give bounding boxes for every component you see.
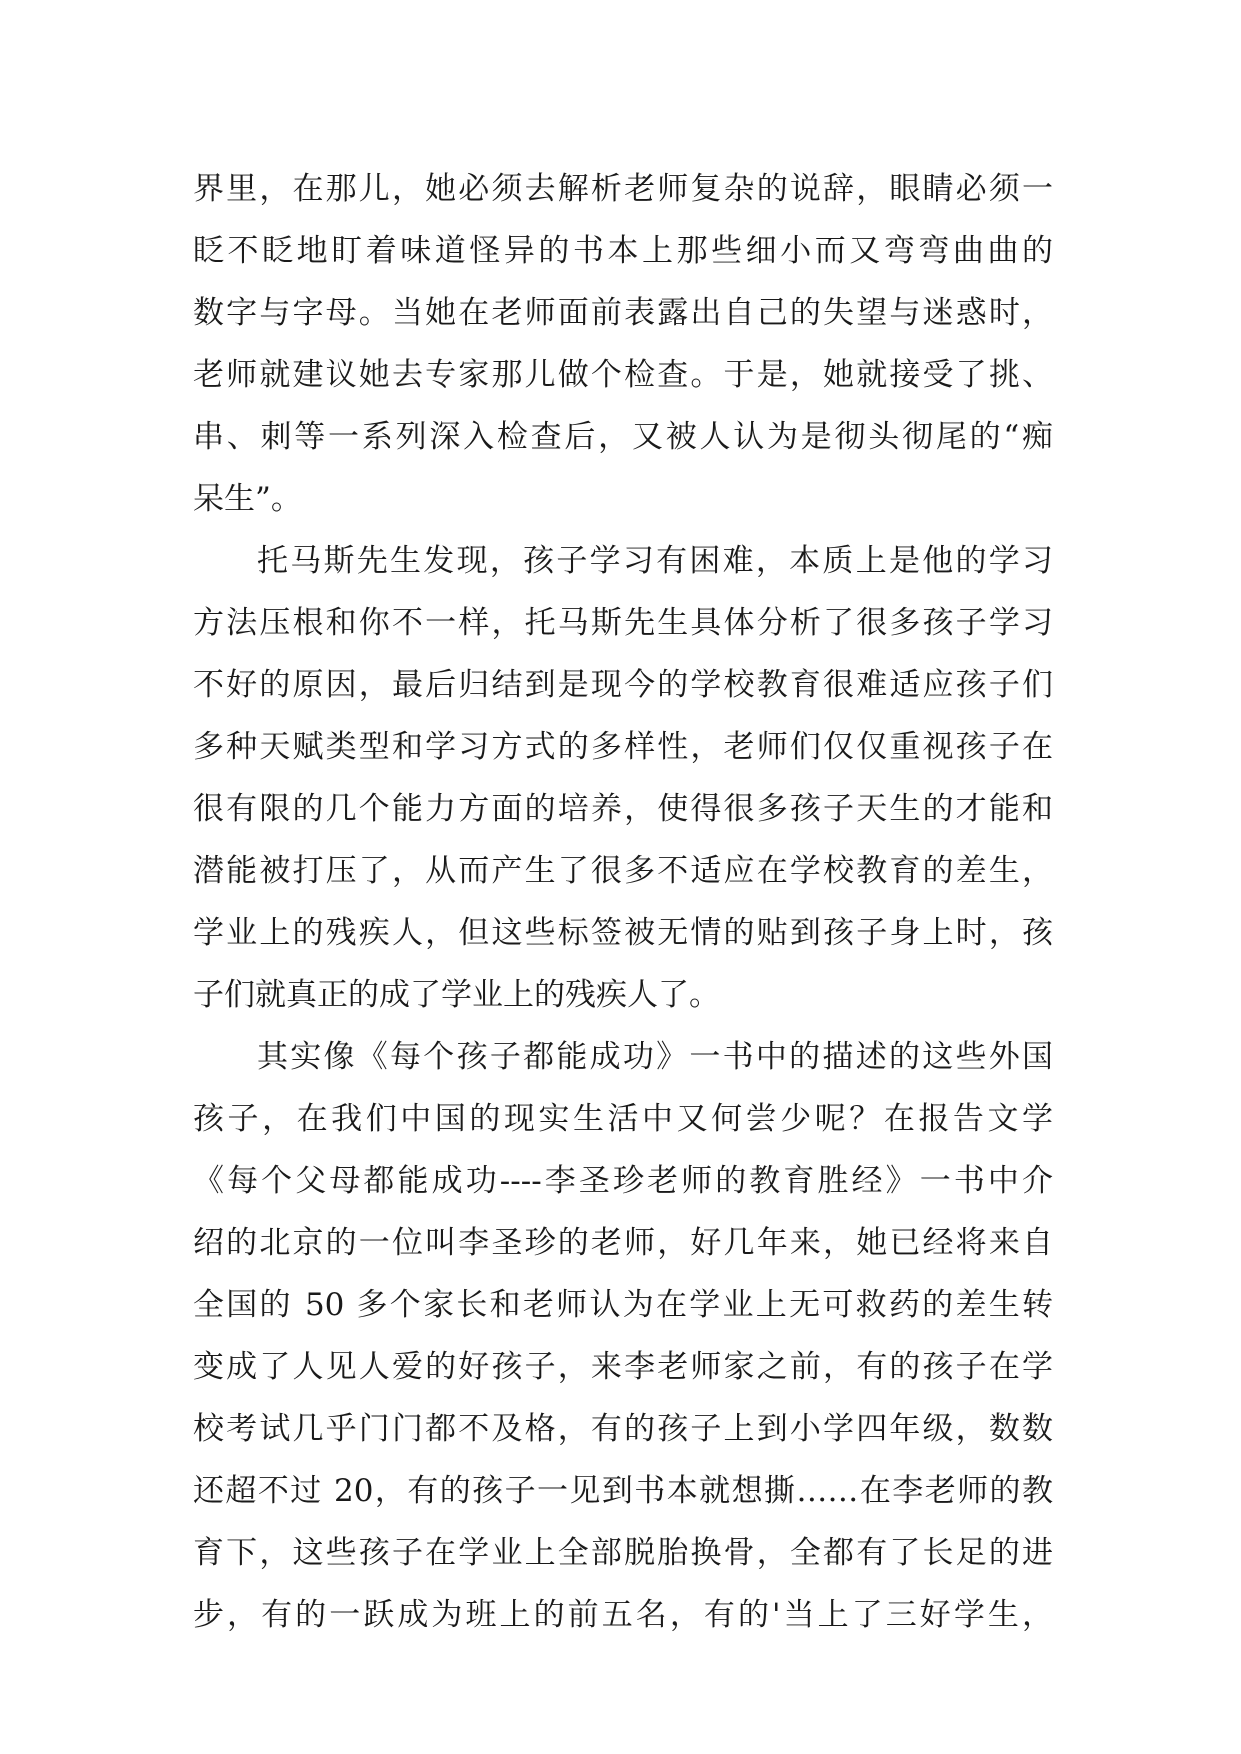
text-line: 校考试几乎门门都不及格，有的孩子上到小学四年级，数数 <box>193 1411 1053 1447</box>
text-line: 托马斯先生发现，孩子学习有困难，本质上是他的学习 <box>257 543 1053 579</box>
text-line: 多种天赋类型和学习方式的多样性，老师们仅仅重视孩子在 <box>193 729 1053 765</box>
text-line: 变成了人见人爱的好孩子，来李老师家之前，有的孩子在学 <box>193 1349 1053 1385</box>
text-line: 呆生”。 <box>193 481 302 517</box>
text-line: 眨不眨地盯着味道怪异的书本上那些细小而又弯弯曲曲的 <box>193 233 1053 269</box>
text-line: 还超不过 20，有的孩子一见到书本就想撕……在李老师的教 <box>193 1473 1053 1509</box>
text-line: 《每个父母都能成功----李圣珍老师的教育胜经》一书中介 <box>193 1163 1053 1199</box>
text-line: 步，有的一跃成为班上的前五名，有的'当上了三好学生， <box>193 1597 1053 1633</box>
paragraph-3 <box>193 1026 1053 1646</box>
text-line: 串、刺等一系列深入检查后，又被人认为是彻头彻尾的“痴 <box>193 419 1053 455</box>
text-line: 育下，这些孩子在学业上全部脱胎换骨，全都有了长足的进 <box>193 1535 1053 1571</box>
text-line: 绍的北京的一位叫李圣珍的老师，好几年来，她已经将来自 <box>193 1225 1053 1261</box>
paragraph-1 <box>193 158 1053 530</box>
text-line: 不好的原因，最后归结到是现今的学校教育很难适应孩子们 <box>193 667 1053 703</box>
body-text <box>193 158 1053 1646</box>
text-line: 很有限的几个能力方面的培养，使得很多孩子天生的才能和 <box>193 791 1053 827</box>
text-line: 方法压根和你不一样，托马斯先生具体分析了很多孩子学习 <box>193 605 1053 641</box>
text-line: 老师就建议她去专家那儿做个检查。于是，她就接受了挑、 <box>193 357 1053 393</box>
paragraph-2 <box>193 530 1053 1026</box>
text-line: 学业上的残疾人，但这些标签被无情的贴到孩子身上时，孩 <box>193 915 1053 951</box>
text-line: 界里，在那儿，她必须去解析老师复杂的说辞，眼睛必须一 <box>193 171 1053 207</box>
text-line: 子们就真正的成了学业上的残疾人了。 <box>193 977 720 1013</box>
text-line: 全国的 50 多个家长和老师认为在学业上无可救药的差生转 <box>193 1287 1053 1323</box>
text-line: 孩子，在我们中国的现实生活中又何尝少呢？在报告文学 <box>193 1101 1053 1137</box>
text-line: 数字与字母。当她在老师面前表露出自己的失望与迷惑时， <box>193 295 1053 331</box>
text-line: 其实像《每个孩子都能成功》一书中的描述的这些外国 <box>257 1039 1053 1075</box>
text-line: 潜能被打压了，从而产生了很多不适应在学校教育的差生， <box>193 853 1053 889</box>
